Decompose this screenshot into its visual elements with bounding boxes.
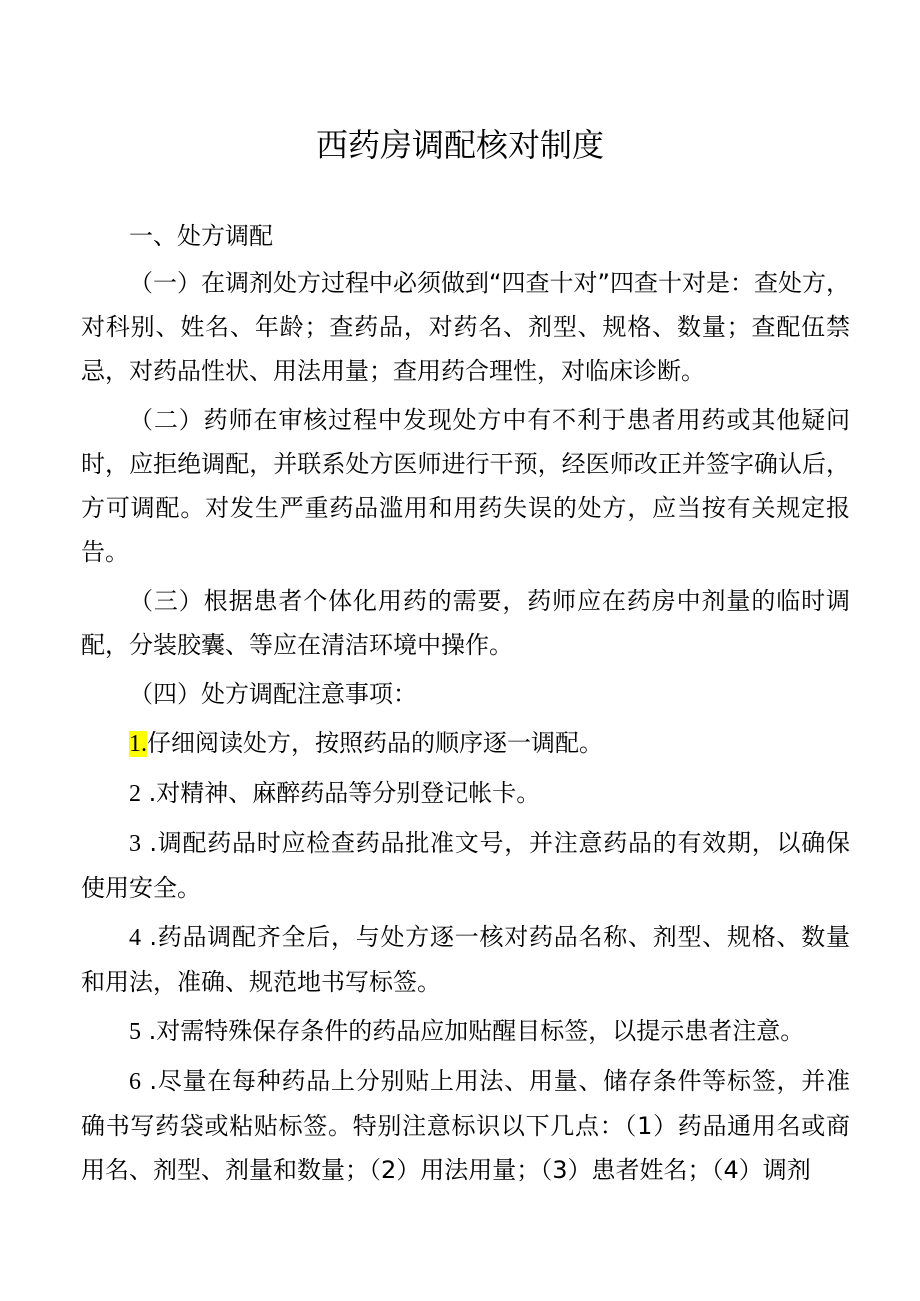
- list-item-4-text: .药品调配齐全后，与处方逐一核对药品名称、剂型、规格、数量和用法，准确、规范地书写标签。: [81, 923, 850, 996]
- list-item-3-number: 3: [129, 831, 141, 857]
- list-item-1: [81, 721, 850, 766]
- section-heading: 一、处方调配: [129, 222, 273, 250]
- list-item-6: [81, 1059, 850, 1192]
- list-item-4-number: 4: [129, 925, 141, 951]
- list-item-5-text: .对需特殊保存条件的药品应加贴醒目标签，以提示患者注意。: [141, 1017, 805, 1045]
- list-item-5: [81, 1009, 850, 1054]
- document-body: [81, 214, 850, 1192]
- list-item-6-text: .尽量在每种药品上分别贴上用法、用量、储存条件等标签，并准确书写药袋或粘贴标签。特别注意标识以下几点：（1）药品通用名或商用名、剂型、剂量和数量；（2）用法用量；（3）患者姓名；（4）调剂: [81, 1067, 850, 1184]
- document-title: 西药房调配核对制度: [315, 126, 604, 164]
- paragraph-3: （三）根据患者个体化用药的需要，药师应在药房中剂量的临时调配，分装胶囊、等应在清洁环境中操作。: [81, 587, 850, 659]
- list-item-5-number: 5: [129, 1019, 141, 1045]
- list-item-3-text: .调配药品时应检查药品批准文号，并注意药品的有效期，以确保使用安全。: [81, 829, 850, 902]
- list-item-3: [81, 821, 850, 910]
- list-item-4: [81, 915, 850, 1004]
- list-item-2: [81, 771, 850, 816]
- list-item-2-number: 2: [129, 781, 141, 807]
- paragraph-2: （二）药师在审核过程中发现处方中有不利于患者用药或其他疑问时，应拒绝调配，并联系处方医师进行干预，经医师改正并签字确认后，方可调配。对发生严重药品滥用和用药失误的处方，应当按有关规定报告。: [81, 406, 850, 566]
- list-item-6-number: 6: [129, 1069, 141, 1095]
- list-item-1-text: 仔细阅读处方，按照药品的顺序逐一调配。: [147, 729, 603, 757]
- list-item-1-number: 1.: [129, 731, 147, 757]
- paragraph-4: （四）处方调配注意事项：: [129, 680, 417, 708]
- paragraph-1: （一）在调剂处方过程中必须做到“四查十对”四查十对是：查处方，对科别、姓名、年龄；查药品，对药名、剂型、规格、数量；查配伍禁忌，对药品性状、用法用量；查用药合理性，对临床诊断。: [81, 269, 850, 385]
- list-item-2-text: .对精神、麻醉药品等分别登记帐卡。: [141, 779, 541, 807]
